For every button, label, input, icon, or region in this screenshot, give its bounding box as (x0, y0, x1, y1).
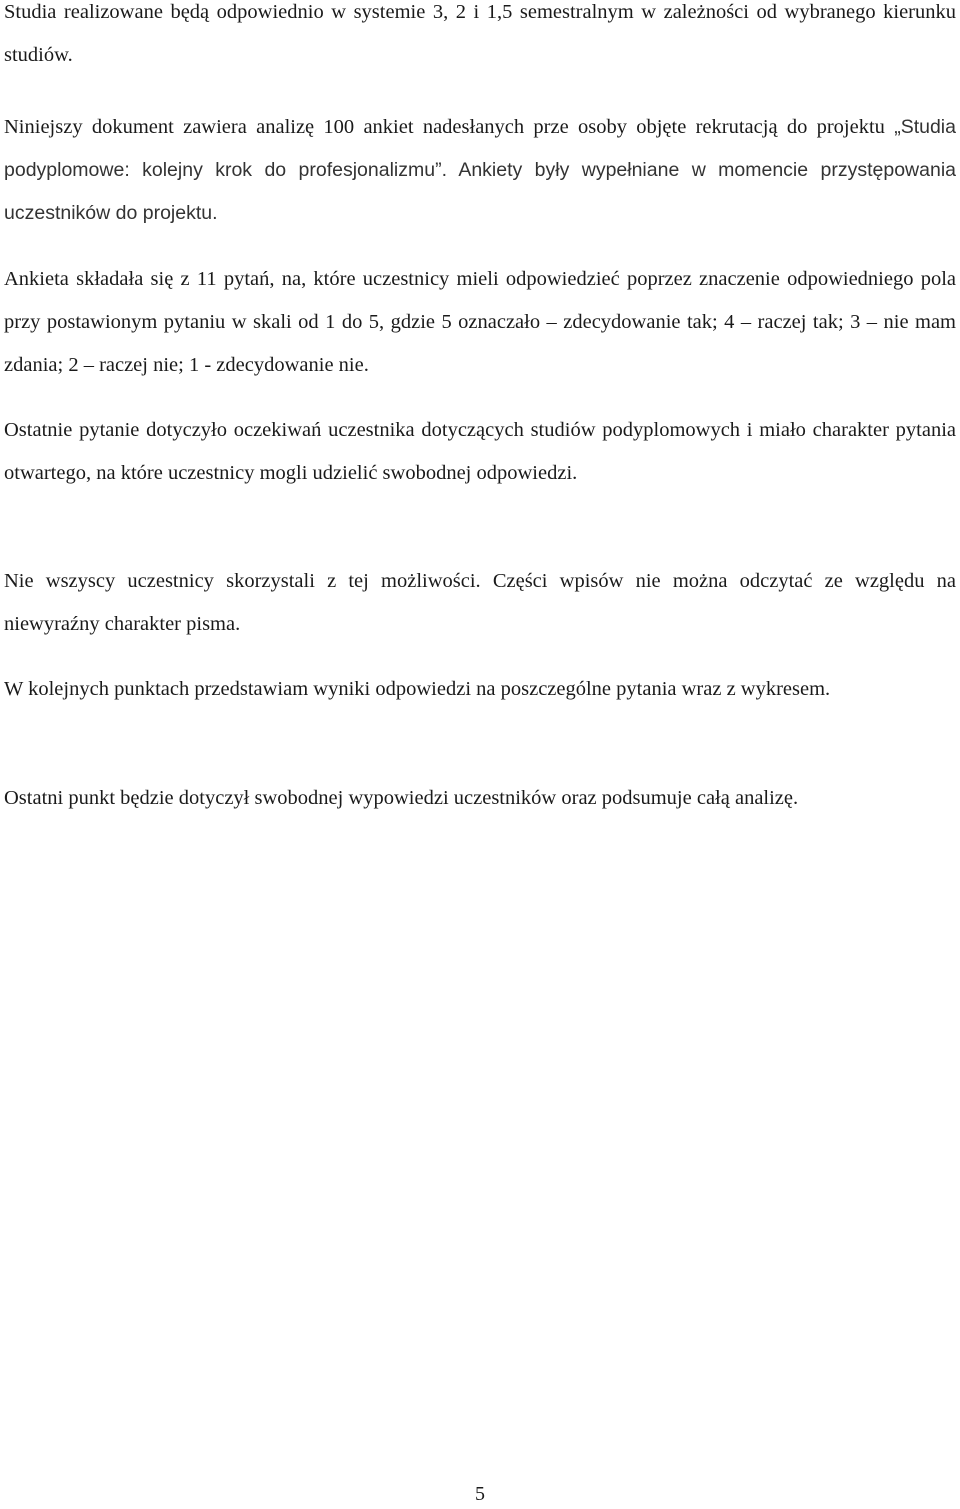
paragraph-open-question: Ostatnie pytanie dotyczyło oczekiwań uczestnika dotyczących studiów podyplomowych i miało charakter pytania otwartego, na które uczestnicy mogli udzielić swobodnej odpowiedzi. (4, 419, 956, 484)
paragraph-study-system: Studia realizowane będą odpowiednio w systemie 3, 2 i 1,5 semestralnym w zależności od wybranego kierunku studiów. (4, 1, 956, 66)
paragraph-document-scope-text: Niniejszy dokument zawiera analizę 100 ankiet nadesłanych prze osoby objęte rekrutacją do projektu (4, 116, 895, 138)
paragraph-next-points: W kolejnych punktach przedstawiam wyniki odpowiedzi na poszczególne pytania wraz z wykresem. (4, 678, 831, 700)
paragraph-document-scope (4, 106, 956, 235)
page-number: 5 (475, 1483, 485, 1505)
paragraph-last-point: Ostatni punkt będzie dotyczył swobodnej wypowiedzi uczestników oraz podsumuje całą analizę. (4, 787, 799, 809)
paragraph-survey-scale: Ankieta składała się z 11 pytań, na, które uczestnicy mieli odpowiedzieć poprzez znaczenie odpowiedniego pola przy postawionym pytaniu w skali od 1 do 5, gdzie 5 oznaczało – zdecydowanie tak; 4 – raczej tak; 3 – nie mam zdania; 2 – raczej nie; 1 - zdecydowanie nie. (4, 268, 956, 376)
paragraph-not-all-participants: Nie wszyscy uczestnicy skorzystali z tej możliwości. Części wpisów nie można odczytać ze względu na niewyraźny charakter pisma. (4, 570, 956, 635)
paragraph-project-title-text: „Studia podyplomowe: kolejny krok do profesjonalizmu”. Ankiety były wypełniane w momencie przystępowania uczestników do projektu. (4, 116, 956, 224)
